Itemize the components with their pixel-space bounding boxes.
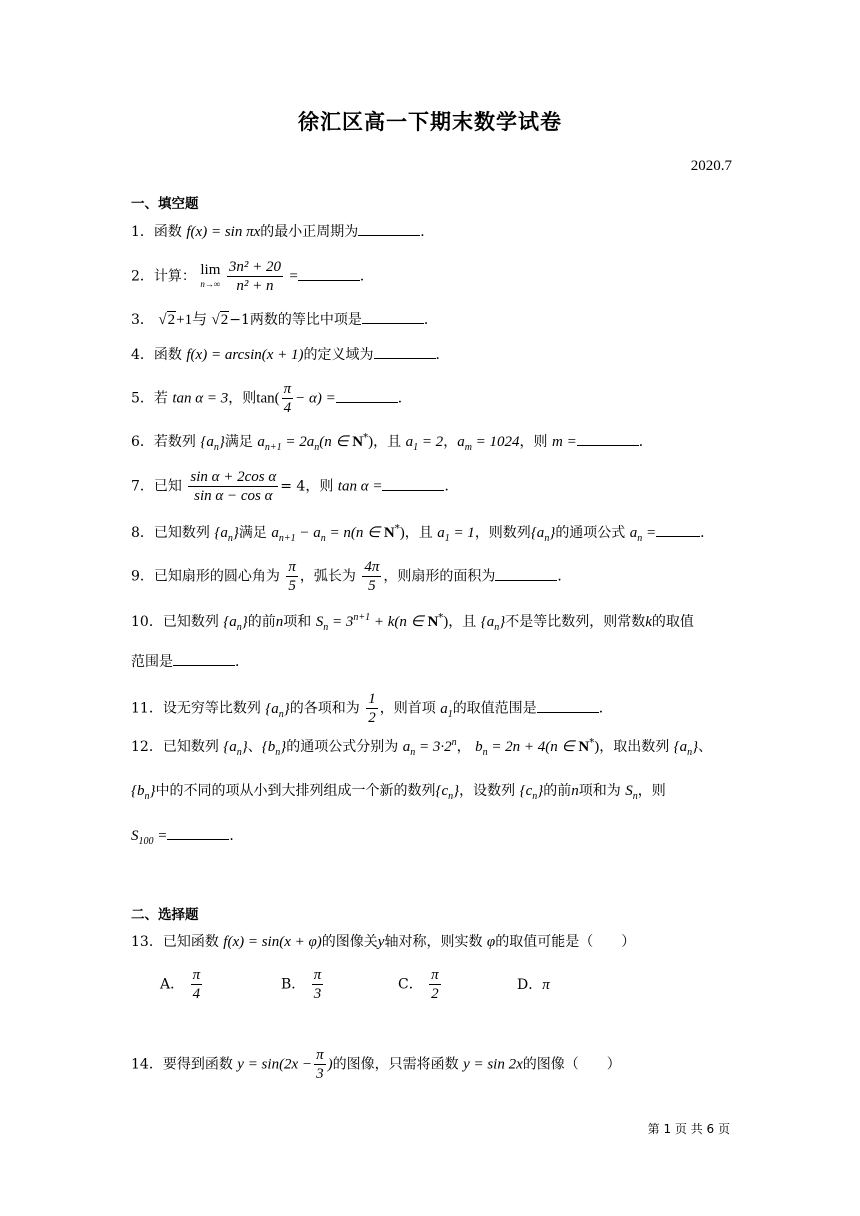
question-1: 1．函数 f(x) = sin πx的最小正周期为 ． — [131, 224, 435, 240]
question-12: 12．已知数列 $\{a_n\}$、$\{b_n\}$的通项公式分别为 $a_n = 3\cdot 2^n$， $b_n = 2n + 4(n$ ∈ N*)，取出数列 $\{a_n\}$、 — [131, 737, 713, 758]
question-12-cont: $\{b_n\}$中的不同的项从小到大排列组成一个新的数列$\{c_n\}$，设数列 $\{c_n\}$的前n项和为 $S_n$，则 — [131, 783, 666, 802]
question-3: 3． √2+1与 √2−1两数的等比中项是 ． — [131, 312, 438, 328]
question-13: 13．已知函数 f(x) = sin(x + φ)的图像关y轴对称，则实数 φ的取值可能是（ ） — [131, 934, 636, 950]
page-footer: 第 1 页 共 6 页 — [647, 1122, 730, 1136]
question-5: 5．若 tan α = 3，则tan( $\frac{\pi}{4}$ − α) = ． — [131, 381, 412, 416]
exam-date: 2020.7 — [690, 158, 732, 174]
option-a: A． $\frac{\pi}{4}$ — [160, 967, 201, 1002]
page-title: 徐汇区高一下期末数学试卷 — [298, 110, 562, 134]
question-6: 6．若数列 $\{a_n\}$满足 $a_{n+1} = 2a_n(n$ ∈ N*)，且 $a_1 = 2$，$a_m = 1024$，则 m = ． — [131, 432, 653, 453]
question-2: 2．计算： lim n→∞ $\frac{\text{3n² + 20}}{\text{n² + n}}$ = ． — [131, 259, 374, 294]
question-14: 14．要得到函数 y = sin(2x − $\frac{\pi}{3}$ )的图像，只需将函数 y = sin 2x的图像（ ） — [131, 1047, 621, 1082]
question-11: 11．设无穷等比数列 $\{a_n\}$的各项和为 $\frac{1}{2}$ ，则首项 $a_1$的取值范围是 ． — [131, 691, 613, 726]
question-9: 9．已知扇形的圆心角为 $\frac{\pi}{5}$ ，弧长为 $\frac{4\pi}{5}$ ，则扇形的面积为 ． — [131, 559, 572, 594]
question-7: 7．已知 $\frac{\text{sin α + 2cos α}}{\text{sin α − cos α}}$ = 4，则 tan α = ． — [131, 469, 459, 504]
question-10: 10．已知数列 $\{a_n\}$的前n项和 $S_n = 3^{n+1} + k(n$ ∈ N*)，且 $\{a_n\}$不是等比数列，则常数k的取值 — [131, 612, 694, 633]
option-b: B． $\frac{\pi}{3}$ — [281, 967, 322, 1002]
section-fill-blank: 一、填空题 — [131, 196, 199, 212]
section-multiple-choice: 二、选择题 — [131, 907, 199, 923]
option-c: C． $\frac{\pi}{2}$ — [398, 967, 439, 1002]
option-d: D．π — [517, 977, 550, 993]
question-4: 4．函数 f(x) = arcsin(x + 1)的定义域为 ． — [131, 347, 450, 363]
question-12-answer: $S_{100}$ = ． — [131, 828, 244, 847]
question-10-cont: 范围是 ． — [131, 654, 249, 670]
question-8: 8．已知数列 $\{a_n\}$满足 $a_{n+1} - a_n = n(n$ ∈ N*)，且 $a_1 = 1$，则数列$\{a_n\}$的通项公式 $a_n$ = ． — [131, 523, 715, 544]
